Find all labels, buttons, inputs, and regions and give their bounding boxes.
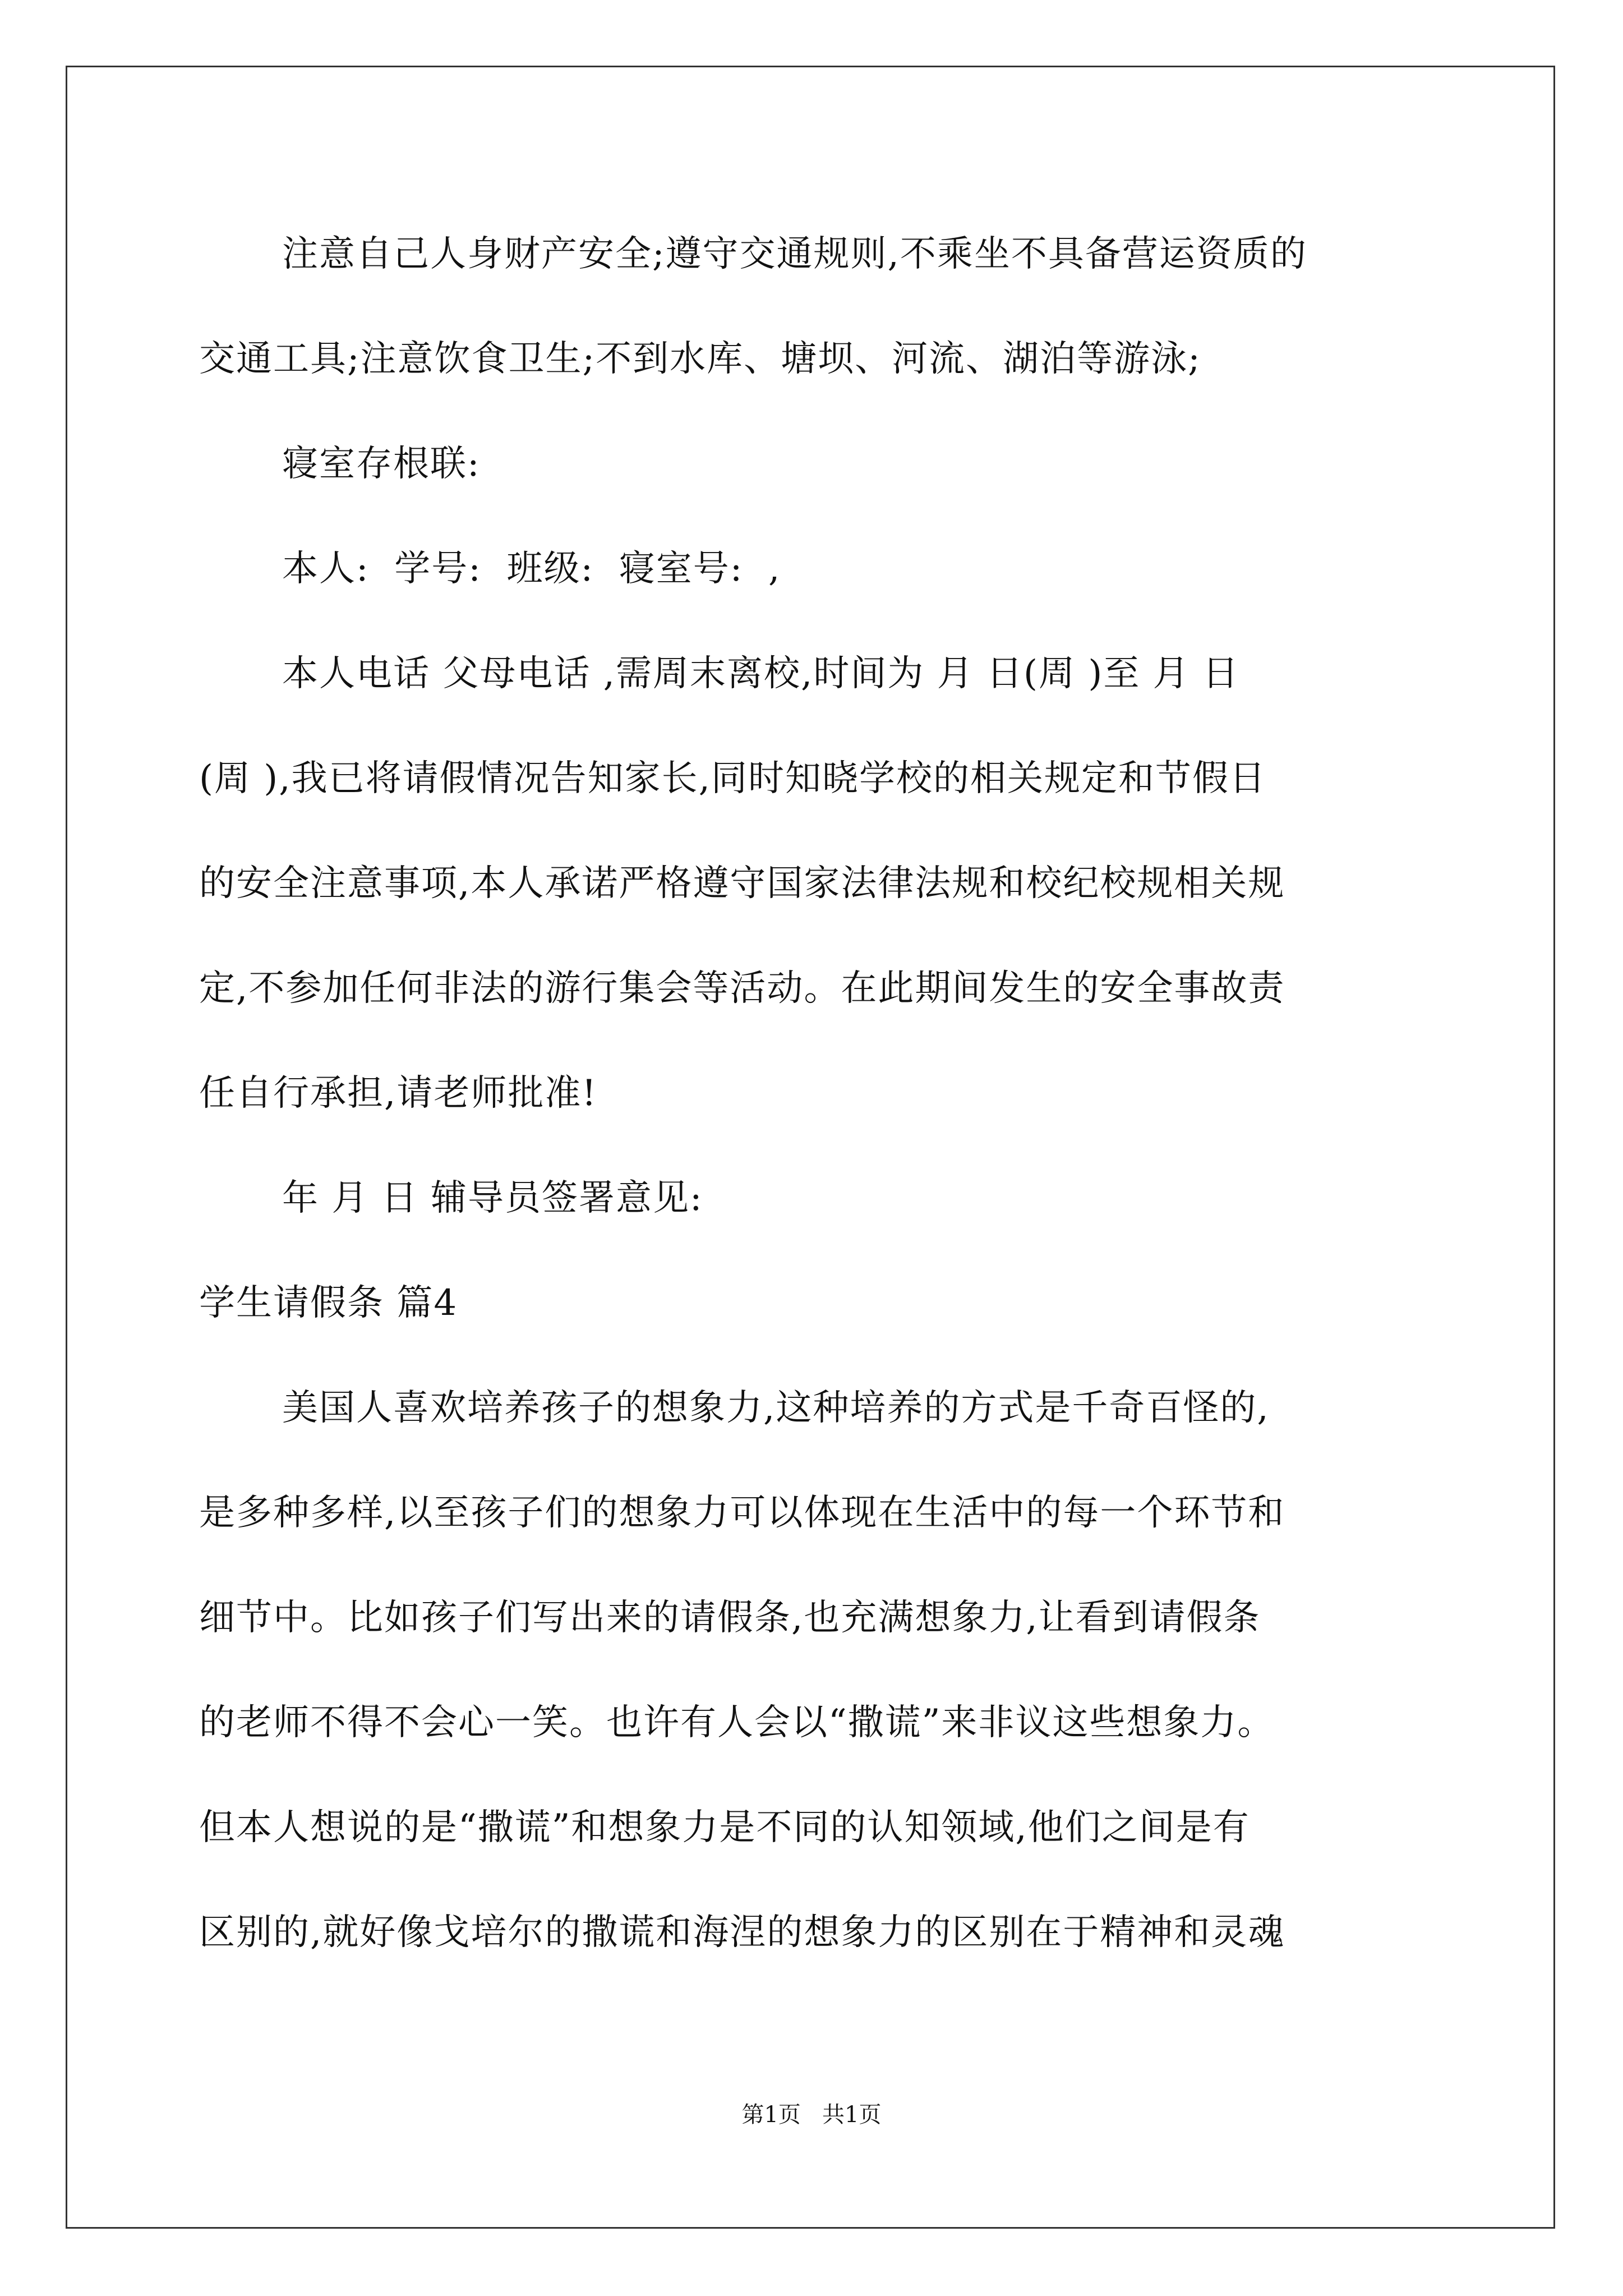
text-line: 美国人喜欢培养孩子的想象力,这种培养的方式是千奇百怪的, xyxy=(282,1387,1270,1429)
page-footer: 第1页 共1页 xyxy=(741,2102,882,2128)
text-line: 任自行承担,请老师批准! xyxy=(199,1073,598,1114)
text-line: 交通工具;注意饮食卫生;不到水库、塘坝、河流、湖泊等游泳; xyxy=(199,338,1201,380)
text-line: 区别的,就好像戈培尔的撒谎和海涅的想象力的区别在于精神和灵魂 xyxy=(199,1912,1285,1953)
text-line: 但本人想说的是“撒谎”和想象力是不同的认知领域,他们之间是有 xyxy=(199,1807,1250,1848)
text-line: 寝室存根联: xyxy=(282,443,481,485)
section-heading: 学生请假条 篇4 xyxy=(199,1282,458,1324)
text-line: 年 月 日 辅导员签署意见: xyxy=(282,1177,703,1219)
text-line: (周 ),我已将请假情况告知家长,同时知晓学校的相关规定和节假日 xyxy=(199,758,1266,799)
text-line: 本人: 学号: 班级: 寝室号: , xyxy=(282,548,781,590)
text-line: 的安全注意事项,本人承诺严格遵守国家法律法规和校纪校规相关规 xyxy=(199,863,1285,904)
text-line: 定,不参加任何非法的游行集会等活动。在此期间发生的安全事故责 xyxy=(199,968,1285,1009)
text-line: 注意自己人身财产安全;遵守交通规则,不乘坐不具备营运资质的 xyxy=(282,233,1307,275)
document-body xyxy=(199,202,1433,1985)
text-line: 的老师不得不会心一笑。也许有人会以“撒谎”来非议这些想象力。 xyxy=(199,1702,1275,1743)
text-line: 细节中。比如孩子们写出来的请假条,也充满想象力,让看到请假条 xyxy=(199,1597,1261,1639)
text-line: 是多种多样,以至孩子们的想象力可以体现在生活中的每一个环节和 xyxy=(199,1492,1285,1534)
text-line: 本人电话 父母电话 ,需周末离校,时间为 月 日(周 )至 月 日 xyxy=(282,653,1240,694)
